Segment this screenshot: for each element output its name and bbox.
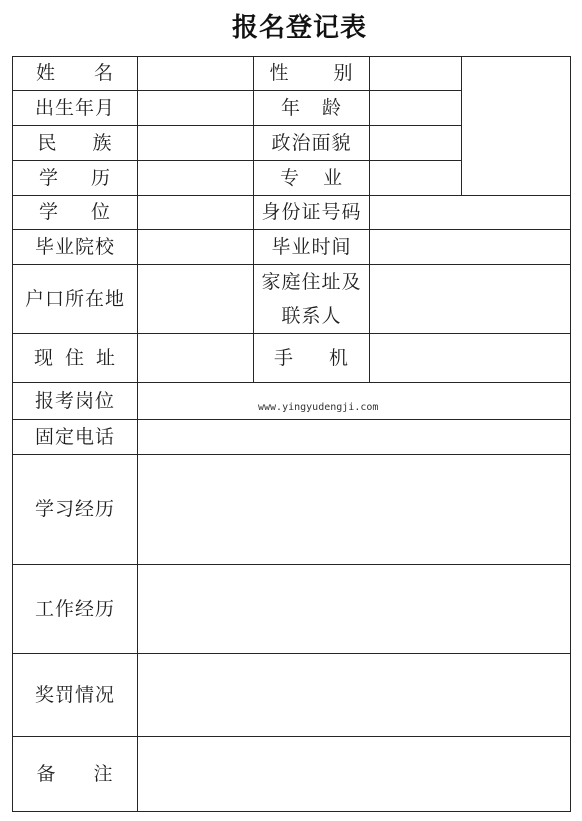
graduation-date-label-cell [254,230,370,265]
applied-position-label-cell [13,383,138,420]
current-address-label: 现 住 址 [33,346,117,369]
mobile-label-cell [254,334,370,383]
household-registration-label: 户口所在地 [24,287,125,310]
row-school-graduation [13,230,571,265]
degree-label-cell [13,196,138,230]
political-status-value-cell [370,126,462,161]
name-value-cell [138,57,254,91]
gender-label-cell [254,57,370,91]
applied-position-label: 报考岗位 [34,389,115,412]
landline-label: 固定电话 [34,425,115,448]
mobile-value-cell [370,334,571,383]
education-history-label-cell [13,455,138,565]
landline-label-cell [13,420,138,455]
ethnicity-label: 民 族 [37,131,113,154]
education-history-value-cell [138,455,571,565]
id-number-value-cell [370,196,571,230]
education-history-label: 学习经历 [34,498,115,520]
remarks-value-cell [138,737,571,812]
current-address-label-cell [13,334,138,383]
row-remarks [13,737,571,812]
photo-cell [462,57,571,196]
education-value-cell [138,161,254,196]
political-status-label-cell [254,126,370,161]
birth-date-label: 出生年月 [34,96,115,119]
ethnicity-value-cell [138,126,254,161]
school-label-cell [13,230,138,265]
graduation-date-label: 毕业时间 [271,235,352,258]
name-label: 姓 名 [35,62,115,84]
row-name-gender [13,57,571,91]
id-number-label-cell [254,196,370,230]
major-value-cell [370,161,462,196]
gender-value-cell [370,57,462,91]
remarks-label-cell [13,737,138,812]
work-history-label-cell [13,565,138,654]
home-address-contact-value-cell [370,265,571,334]
birth-date-label-cell [13,91,138,126]
landline-value-cell [138,420,571,455]
row-hukou-home-address [13,265,571,334]
graduation-date-value-cell [370,230,571,265]
watermark-text: www.yingyudengji.com [258,402,379,413]
education-label-cell [13,161,138,196]
school-value-cell [138,230,254,265]
form-title: 报名登记表 [232,13,368,43]
ethnicity-label-cell [13,126,138,161]
major-label: 专 业 [279,166,344,189]
id-number-label: 身份证号码 [261,201,362,223]
rewards-penalties-value-cell [138,654,571,737]
degree-value-cell [138,196,254,230]
rewards-penalties-label-cell [13,654,138,737]
row-education-history [13,455,571,565]
home-address-label-line1: 家庭住址及 [261,271,362,293]
rewards-penalties-label: 奖罚情况 [34,683,115,706]
remarks-label: 备 注 [36,762,114,785]
name-label-cell [13,57,138,91]
household-registration-label-cell [13,265,138,334]
work-history-label: 工作经历 [34,597,115,620]
home-address-label-line2: 联系人 [281,305,342,327]
row-work-history [13,565,571,654]
home-address-contact-label-cell [254,265,370,334]
age-label-cell [254,91,370,126]
age-label: 年 龄 [280,96,343,119]
current-address-value-cell [138,334,254,383]
mobile-label: 手 机 [273,346,350,369]
row-degree-id [13,196,571,230]
row-rewards-penalties [13,654,571,737]
row-landline [13,420,571,455]
gender-label: 性 别 [269,62,354,84]
degree-label: 学 位 [38,201,112,223]
row-current-address-mobile [13,334,571,383]
household-registration-value-cell [138,265,254,334]
education-label: 学 历 [38,166,112,189]
birth-date-value-cell [138,91,254,126]
registration-form-table [12,56,571,812]
age-value-cell [370,91,462,126]
school-label: 毕业院校 [34,235,115,258]
applied-position-value-cell [138,383,571,420]
work-history-value-cell [138,565,571,654]
row-applied-position [13,383,571,420]
major-label-cell [254,161,370,196]
political-status-label: 政治面貌 [271,131,352,154]
